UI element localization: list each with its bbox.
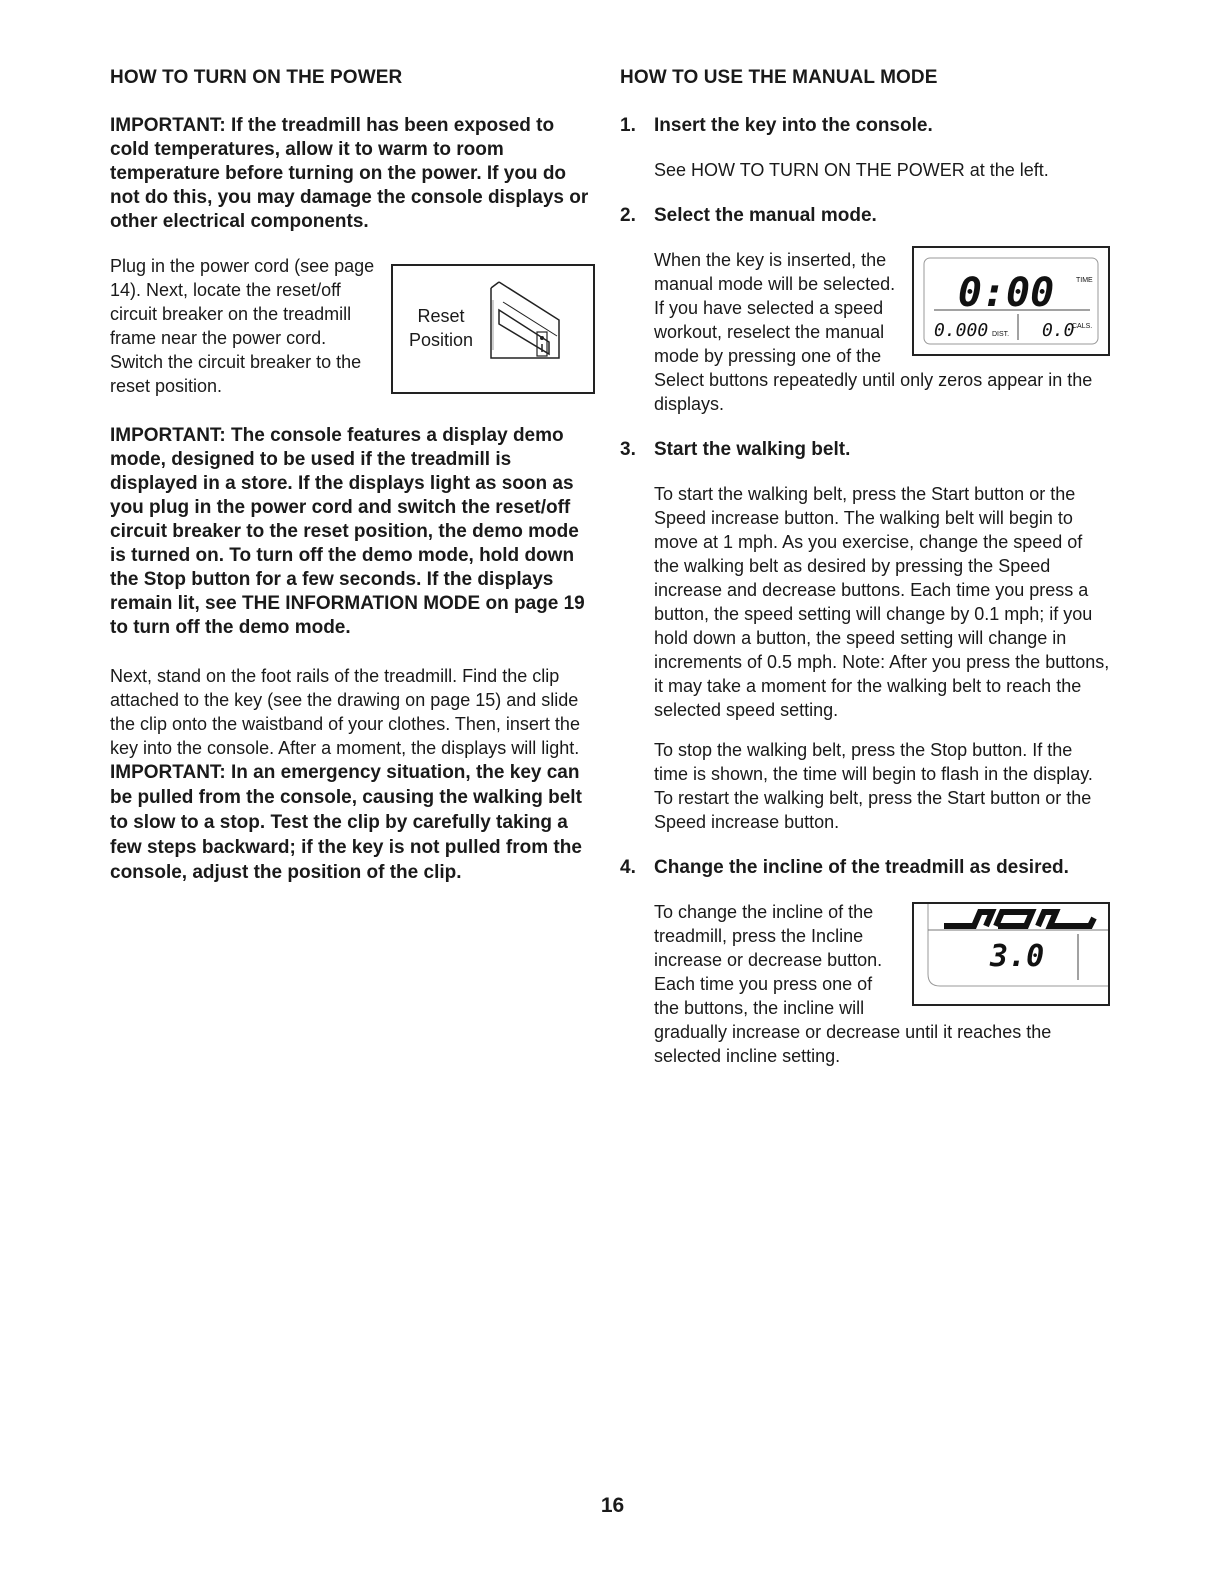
left-column bbox=[110, 66, 595, 885]
step-1 bbox=[620, 114, 1110, 182]
step-2-text: When the key is inserted, the manual mode will be selected. If you have selected a speed workout, reselect the manual mode by pressing one of the Select buttons repeatedly until only zeros appear in the displays. bbox=[654, 250, 1093, 414]
step-3-title: Start the walking belt. bbox=[654, 439, 851, 460]
right-column bbox=[620, 66, 1110, 1068]
display-distance-label: DIST. bbox=[992, 331, 1010, 338]
important-emergency: IMPORTANT: In an emergency situation, the key can be pulled from the console, causing the walking belt to slow to a stop. Test the clip by carefully taking a few steps backward; if the key is not pulled from the console, adjust the position of the clip. bbox=[110, 762, 582, 883]
incline-value: 3.0 bbox=[990, 939, 1045, 974]
step-1-number: 1. bbox=[620, 115, 636, 136]
step-3-number: 3. bbox=[620, 439, 636, 460]
plug-in-section bbox=[110, 254, 595, 400]
manual-mode-heading: HOW TO USE THE MANUAL MODE bbox=[620, 67, 938, 88]
step-2-body bbox=[654, 248, 1110, 416]
step-2-heading bbox=[620, 204, 1110, 228]
display-time-value: 0:00 bbox=[957, 270, 1055, 316]
step-2-title: Select the manual mode. bbox=[654, 205, 877, 226]
plug-in-text: Plug in the power cord (see page 14). Next, locate the reset/off circuit breaker on the treadmill frame near the power cord. Switch the circuit breaker to the reset position. bbox=[110, 256, 375, 396]
step-3-text-stop: To stop the walking belt, press the Stop button. If the time is shown, the time will begin to flash in the display. To restart the walking belt, press the Start button or the Speed increase button. bbox=[654, 740, 1093, 832]
step-3-text-start: To start the walking belt, press the Start button or the Speed increase button. The walking belt will begin to move at 1 mph. As you exercise, change the speed of the walking belt as desired by pressing the Speed increase and decrease buttons. Each time you press a button, the speed setting will change by 0.1 mph; if you hold down a button, the speed setting will change in increments of 0.5 mph. Note: After you press the buttons, it may take a moment for the walking belt to reach the selected speed setting. bbox=[654, 484, 1110, 720]
display-calories-value: 0.0 bbox=[1042, 320, 1075, 341]
page-number: 16 bbox=[600, 1494, 625, 1517]
display-time-label: TIME bbox=[1076, 277, 1093, 284]
step-4-title: Change the incline of the treadmill as desired. bbox=[654, 857, 1069, 878]
clip-instructions-text: Next, stand on the foot rails of the treadmill. Find the clip attached to the key (see the drawing on page 15) and slide the clip onto the waistband of your clothes. Then, insert the key into the console. After a moment, the displays will light. bbox=[110, 666, 580, 758]
important-cold-warning: IMPORTANT: If the treadmill has been exposed to cold temperatures, allow it to warm to room temperature before turning on the power. If you do not do this, you may damage the console displays or other electrical components. bbox=[110, 115, 589, 232]
step-1-title: Insert the key into the console. bbox=[654, 115, 933, 136]
step-1-heading bbox=[620, 114, 1110, 138]
step-3-body bbox=[654, 482, 1110, 834]
step-4-text: To change the incline of the treadmill, press the Incline increase or decrease button. Each time you press one of the buttons, the incline will gradually increase or decrease until it reaches the selected incline setting. bbox=[654, 902, 1052, 1066]
power-heading: HOW TO TURN ON THE POWER bbox=[110, 67, 403, 88]
step-4-body bbox=[654, 900, 1110, 1068]
step-4 bbox=[620, 856, 1110, 1068]
step-2-number: 2. bbox=[620, 205, 636, 226]
step-4-number: 4. bbox=[620, 857, 636, 878]
display-calories-label: CALS. bbox=[1072, 323, 1093, 330]
display-distance-value: 0.000 bbox=[934, 320, 989, 341]
step-3 bbox=[620, 438, 1110, 834]
console-display-figure bbox=[912, 246, 1110, 356]
reset-label-line1: Reset bbox=[417, 306, 465, 326]
important-demo-mode: IMPORTANT: The console features a display demo mode, designed to be used if the treadmill is displayed in a store. If the displays light as soon as you plug in the power cord and switch the reset/off circuit breaker to the reset position, the demo mode is turned on. To turn off the demo mode, hold down the Stop button for a few seconds. If the displays remain lit, see THE INFORMATION MODE on page 19 to turn off the demo mode. bbox=[110, 425, 585, 638]
step-2 bbox=[620, 204, 1110, 416]
reset-position-figure bbox=[391, 264, 595, 394]
step-4-heading bbox=[620, 856, 1110, 880]
reset-position-label bbox=[409, 304, 473, 352]
incline-display-figure bbox=[912, 902, 1110, 1006]
lcd-display-icon bbox=[914, 248, 1108, 354]
step-1-text: See HOW TO TURN ON THE POWER at the left. bbox=[654, 160, 1049, 180]
clip-instructions bbox=[110, 664, 595, 885]
step-3-heading bbox=[620, 438, 1110, 462]
incline-lcd-icon bbox=[914, 904, 1108, 1004]
circuit-breaker-icon bbox=[479, 280, 579, 380]
step-1-body bbox=[654, 158, 1110, 182]
reset-label-line2: Position bbox=[409, 330, 474, 350]
